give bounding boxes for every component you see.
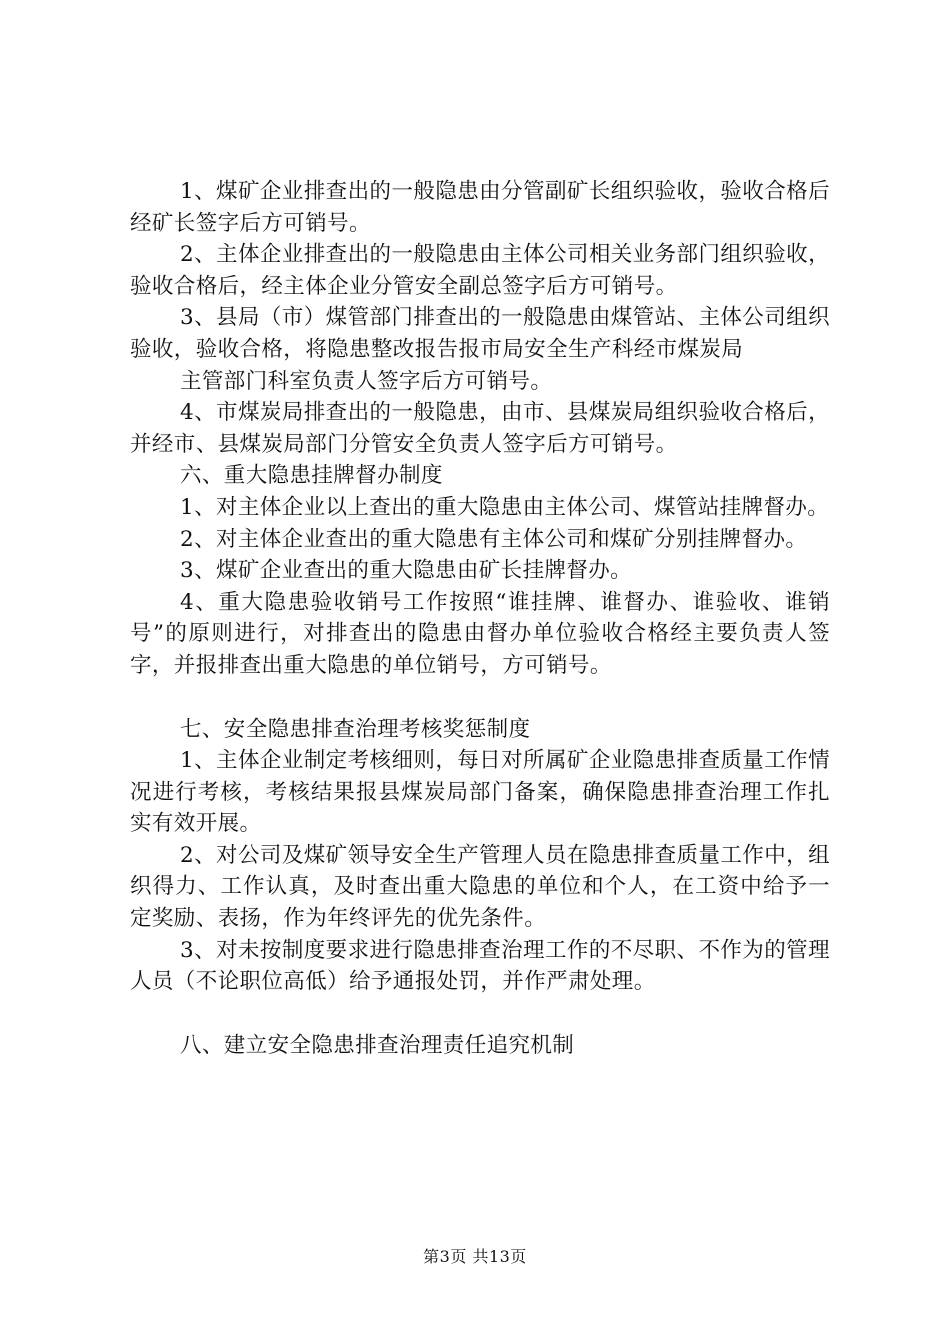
paragraph-acceptance-county-bureau-continued: 主管部门科室负责人签字后方可销号。 <box>180 368 553 394</box>
paragraph-supervision-4: 4、重大隐患验收销号工作按照“谁挂牌、谁督办、谁验收、谁销号”的原则进行，对排查出的隐患由督办单位验收合格经主要负责人签字，并报排查出重大隐患的单位销号，方可销号。 <box>130 589 830 678</box>
section-heading-6: 六、重大隐患挂牌督办制度 <box>180 463 443 489</box>
paragraph-supervision-2: 2、对主体企业查出的重大隐患有主体公司和煤矿分别挂牌督办。 <box>180 526 808 552</box>
section-heading-7: 七、安全隐患排查治理考核奖惩制度 <box>180 716 531 742</box>
paragraph-assessment-3: 3、对未按制度要求进行隐患排查治理工作的不尽职、不作为的管理人员（不论职位高低）给予通报处罚，并作严肃处理。 <box>130 937 830 995</box>
section-heading-8: 八、建立安全隐患排查治理责任追究机制 <box>180 1032 575 1058</box>
paragraph-acceptance-main-enterprise: 2、主体企业排查出的一般隐患由主体公司相关业务部门组织验收，验收合格后，经主体企业分管安全副总签字后方可销号。 <box>130 242 830 299</box>
paragraph-acceptance-county-bureau: 3、县局（市）煤管部门排查出的一般隐患由煤管站、主体公司组织验收，验收合格，将隐患整改报告报市局安全生产科经市煤炭局 <box>130 305 830 362</box>
paragraph-acceptance-city-bureau: 4、市煤炭局排查出的一般隐患，由市、县煤炭局组织验收合格后，并经市、县煤炭局部门分管安全负责人签字后方可销号。 <box>130 400 830 457</box>
paragraph-assessment-2: 2、对公司及煤矿领导安全生产管理人员在隐患排查质量工作中，组织得力、工作认真，及时查出重大隐患的单位和个人，在工资中给予一定奖励、表扬，作为年终评先的优先条件。 <box>130 842 830 932</box>
paragraph-acceptance-coal-mine: 1、煤矿企业排查出的一般隐患由分管副矿长组织验收，验收合格后经矿长签字后方可销号。 <box>130 179 830 236</box>
paragraph-supervision-3: 3、煤矿企业查出的重大隐患由矿长挂牌督办。 <box>180 558 633 584</box>
page-number-footer: 第3页 共13页 <box>423 1247 527 1266</box>
document-body <box>130 176 830 1061</box>
paragraph-assessment-1: 1、主体企业制定考核细则，每日对所属矿企业隐患排查质量工作情况进行考核，考核结果报县煤炭局部门备案，确保隐患排查治理工作扎实有效开展。 <box>130 748 830 837</box>
paragraph-supervision-1: 1、对主体企业以上查出的重大隐患由主体公司、煤管站挂牌督办。 <box>180 494 830 520</box>
